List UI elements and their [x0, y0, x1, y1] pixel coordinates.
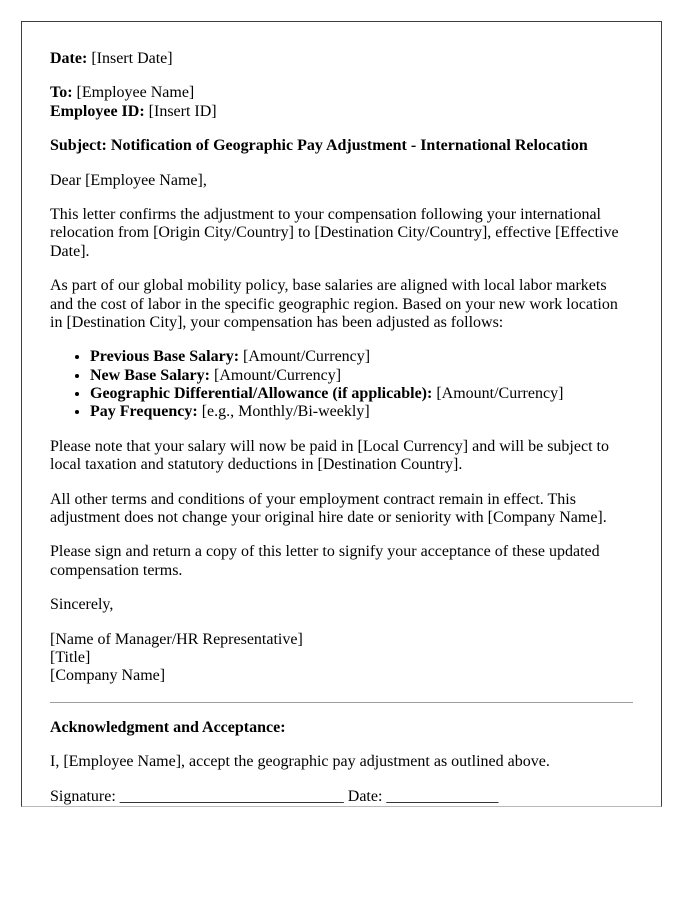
list-item: • Previous Base Salary: [Amount/Currency]: [90, 348, 633, 366]
signature-blank-line: ____________________________: [119, 787, 344, 805]
sender-signature-block: [50, 631, 633, 686]
paragraph-intro: This letter confirms the adjustment to your compensation following your international relocation from [Origin City/Country] to [Destination City/Country], effective [Effective Date].: [50, 205, 619, 260]
subject-line: Subject: Notification of Geographic Pay Adjustment - International Relocation: [50, 137, 588, 155]
compensation-list: [50, 348, 633, 422]
paragraph-sign-request: Please sign and return a copy of this letter to signify your acceptance of these updated compensation terms.: [50, 543, 600, 579]
date-blank-line: ______________: [386, 787, 499, 805]
sender-name: [Name of Manager/HR Representative]: [50, 630, 303, 648]
date-label: Date:: [50, 50, 88, 67]
sender-company: [Company Name]: [50, 667, 166, 685]
acknowledgment-statement: I, [Employee Name], accept the geographic pay adjustment as outlined above.: [50, 753, 550, 771]
list-item: • Geographic Differential/Allowance (if applicable): [Amount/Currency]: [90, 385, 633, 403]
paragraph-policy: As part of our global mobility policy, base salaries are aligned with local labor markets and the cost of labor in the specific geographic region. Based on your new work location in [Destination City], your compensation has been adjusted as follows:: [50, 277, 618, 331]
ack-date-label: Date:: [347, 787, 383, 805]
to-label: To:: [50, 84, 73, 102]
recipient-block: [50, 84, 633, 121]
signature-label: Signature:: [50, 787, 116, 805]
list-item: • Pay Frequency: [e.g., Monthly/Bi-weekly]: [90, 403, 633, 421]
sender-title: [Title]: [50, 648, 91, 666]
letter-page: [21, 21, 662, 807]
to-value: [Employee Name]: [76, 84, 195, 102]
paragraph-terms: All other terms and conditions of your employment contract remain in effect. This adjustment does not change your original hire date or seniority with [Company Name].: [50, 490, 607, 527]
section-divider: [50, 702, 633, 703]
acknowledgment-heading: Acknowledgment and Acceptance:: [50, 718, 286, 736]
date-line: [50, 50, 633, 68]
employee-id-value: [Insert ID]: [148, 102, 217, 120]
salutation: Dear [Employee Name],: [50, 171, 207, 189]
employee-id-label: Employee ID:: [50, 102, 145, 120]
list-item: • New Base Salary: [Amount/Currency]: [90, 367, 633, 385]
paragraph-currency: Please note that your salary will now be paid in [Local Currency] and will be subject to local taxation and statutory deductions in [Destination Country].: [50, 437, 609, 474]
signature-date-row: [50, 788, 633, 806]
closing: Sincerely,: [50, 596, 114, 614]
date-value: [Insert Date]: [91, 50, 173, 67]
